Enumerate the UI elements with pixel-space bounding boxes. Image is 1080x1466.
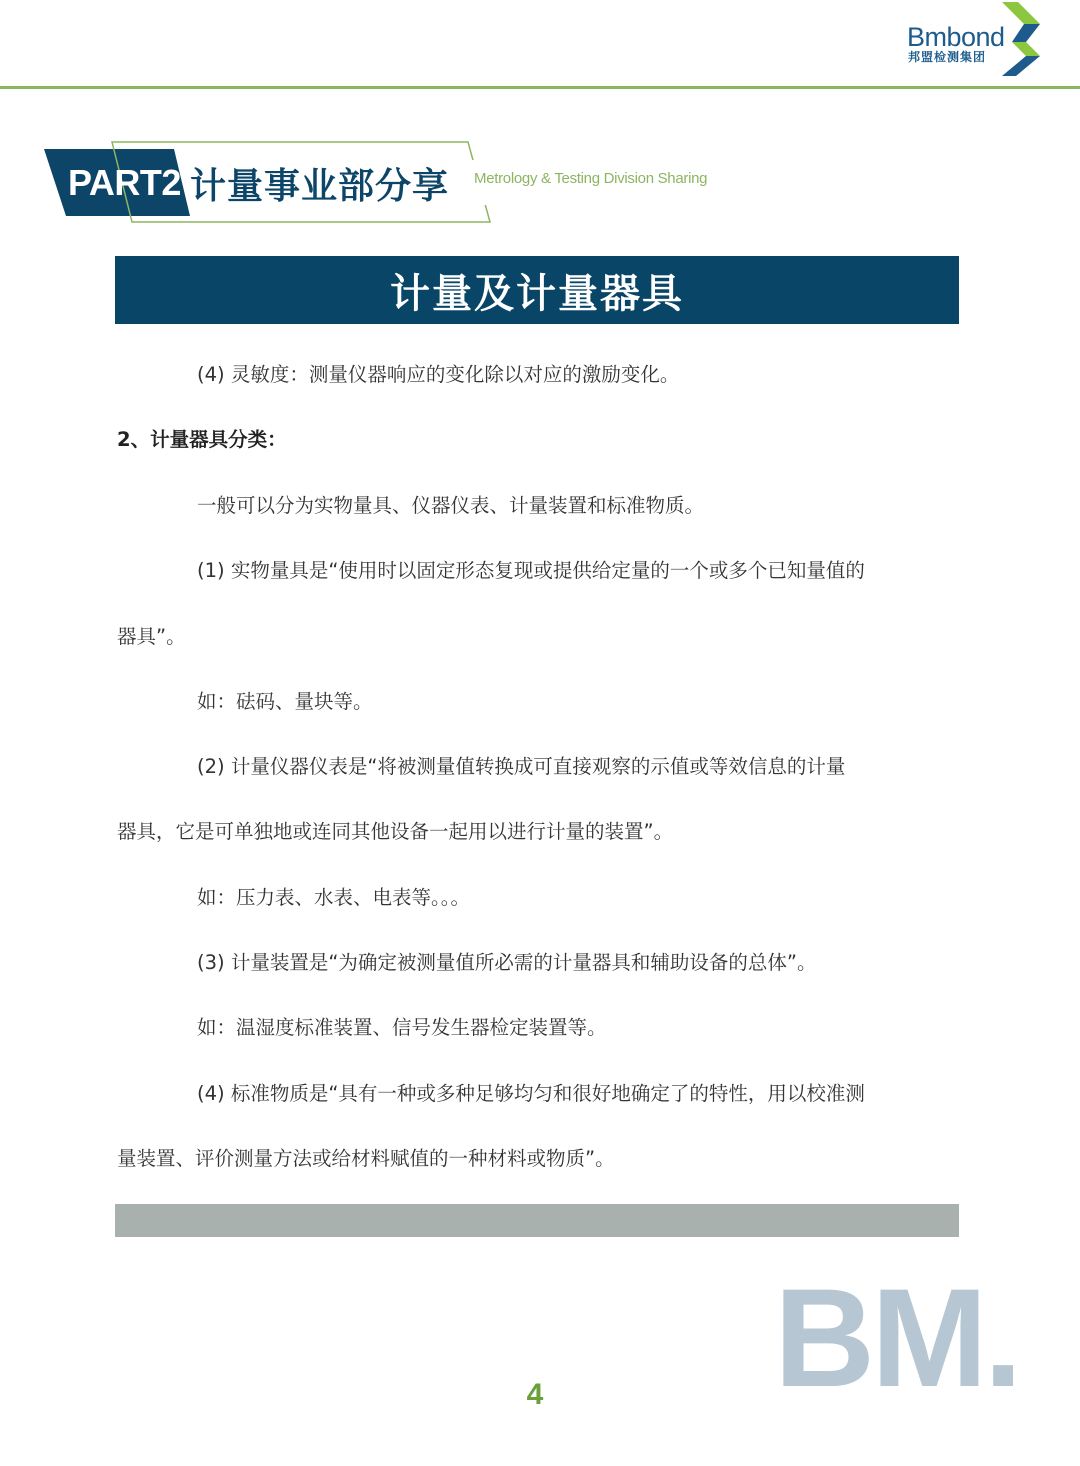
bmbond-logo-icon (1000, 0, 1045, 78)
bm-watermark: BM. (774, 1259, 1019, 1416)
paragraph: (1) 实物量具是“使用时以固定形态复现或提供给定量的一个或多个已知量值的 (197, 559, 865, 582)
part-title: 计量事业部分享 (190, 166, 450, 207)
paragraph: 一般可以分为实物量具、仪器仪表、计量装置和标准物质。 (197, 494, 705, 517)
paragraph: (4) 灵敏度：测量仪器响应的变化除以对应的激励变化。 (197, 363, 680, 386)
paragraph: 如：压力表、水表、电表等。。。 (197, 886, 471, 909)
footer-divider-bar (115, 1204, 959, 1237)
part-subtitle: Metrology & Testing Division Sharing (474, 170, 708, 187)
paragraph: (3) 计量装置是“为确定被测量值所必需的计量器具和辅助设备的总体”。 (197, 951, 817, 974)
brand-logo (905, 0, 1055, 80)
paragraph: (4) 标准物质是“具有一种或多种足够均匀和很好地确定了的特性，用以校准测 (197, 1082, 865, 1105)
section-title: 计量及计量器具 (390, 270, 684, 317)
paragraph: (2) 计量仪器仪表是“将被测量值转换成可直接观察的示值或等效信息的计量 (197, 755, 846, 778)
page-number: 4 (526, 1378, 544, 1411)
logo-chinese-name: 邦盟检测集团 (908, 50, 987, 64)
paragraph: 器具，它是可单独地或连同其他设备一起用以进行计量的装置”。 (117, 820, 674, 843)
paragraph: 量装置、评价测量方法或给材料赋值的一种材料或物质”。 (117, 1147, 615, 1170)
section-heading: 2、计量器具分类： (117, 428, 287, 451)
logo-wordmark: Bmbond (907, 22, 1005, 52)
part-label: PART2 (68, 162, 181, 203)
paragraph: 如：砝码、量块等。 (197, 690, 373, 713)
header-divider (0, 86, 1080, 89)
paragraph: 如：温湿度标准装置、信号发生器检定装置等。 (197, 1016, 607, 1039)
part-banner (40, 140, 740, 230)
section-title-bar (115, 256, 959, 324)
paragraph: 器具”。 (117, 625, 186, 648)
